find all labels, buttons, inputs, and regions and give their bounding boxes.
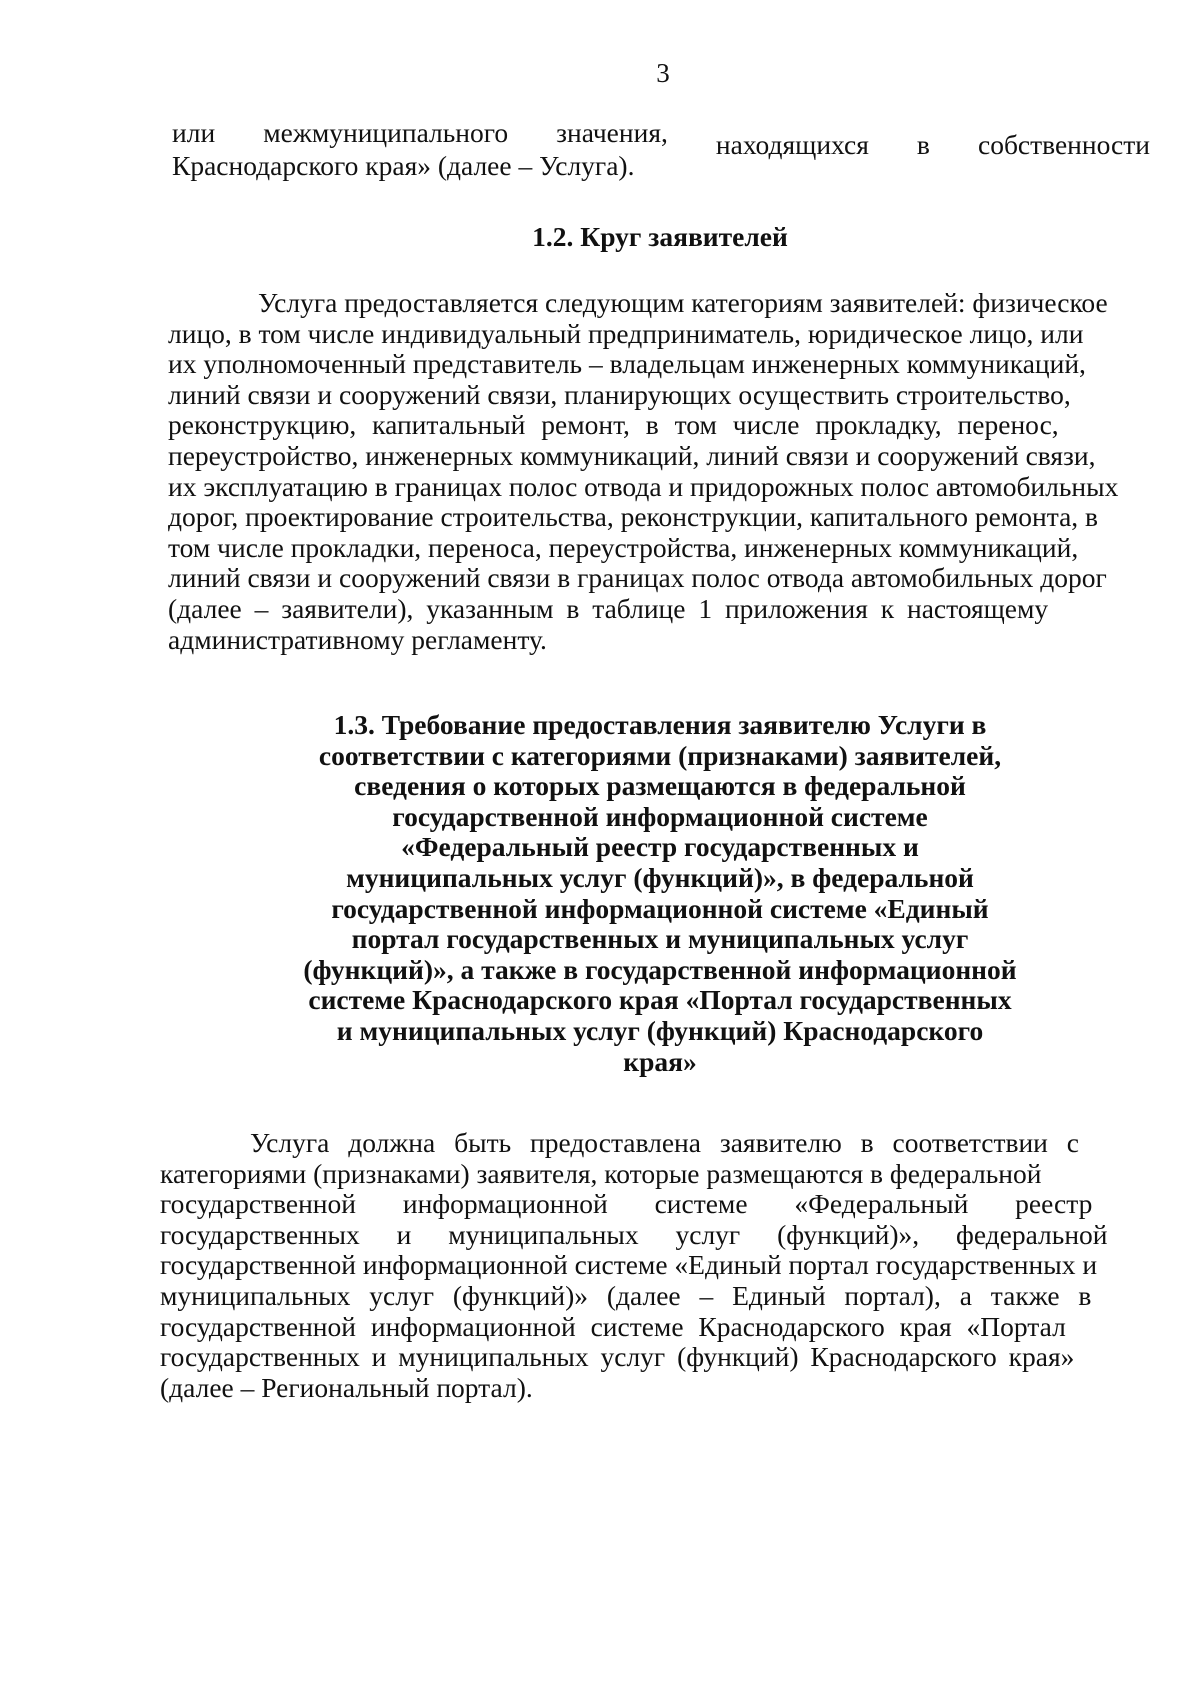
paragraph-line: реконструкцию, капитальный ремонт, в том числе прокладку, перенос,	[168, 409, 1059, 441]
paragraph-line: государственной информационной системе Краснодарского края «Портал	[160, 1310, 1066, 1342]
paragraph-line: Услуга предоставляется следующим категориям заявителей: физическое	[258, 287, 1108, 318]
intro-paragraph	[172, 118, 1150, 181]
paragraph-line: государственных и муниципальных услуг (функций) Краснодарского края»	[160, 1341, 1075, 1373]
paragraph-line: (далее – Региональный портал).	[160, 1371, 533, 1403]
intro-line-1: или межмуниципального значения, находящихся в собственности	[172, 117, 1150, 160]
paragraph-line: дорог, проектирование строительства, реконструкции, капитального ремонта, в	[168, 501, 1099, 533]
paragraph-line: категориями (признаками) заявителя, которые размещаются в федеральной	[160, 1157, 1042, 1189]
paragraph-line: том числе прокладки, переноса, переустройства, инженерных коммуникаций,	[168, 531, 1079, 563]
paragraph-line: Услуга должна быть предоставлена заявителю в соответствии с	[250, 1127, 1079, 1158]
paragraph-line: переустройство, инженерных коммуникаций, линий связи и сооружений связи,	[168, 439, 1096, 471]
paragraph-line: их уполномоченный представитель – владельцам инженерных коммуникаций,	[168, 348, 1086, 380]
paragraph-line: государственных и муниципальных услуг (функций)», федеральной	[160, 1218, 1108, 1250]
section-1-2-heading: 1.2. Круг заявителей	[532, 221, 788, 252]
paragraph-line: (далее – заявители), указанным в таблице 1 приложения к настоящему	[168, 592, 1049, 624]
paragraph-line: линий связи и сооружений связи в границах полос отвода автомобильных дорог	[168, 562, 1107, 594]
page-number: 3	[656, 58, 670, 88]
paragraph-line: лицо, в том числе индивидуальный предприниматель, юридическое лицо, или	[168, 317, 1084, 349]
paragraph-line: их эксплуатацию в границах полос отвода и придорожных полос автомобильных	[168, 470, 1119, 502]
paragraph-line: государственной информационной системе «Единый портал государственных и	[160, 1249, 1098, 1281]
paragraph-line: линий связи и сооружений связи, планирующих осуществить строительство,	[168, 378, 1071, 410]
intro-line-2: Краснодарского края» (далее – Услуга).	[172, 149, 635, 181]
paragraph-line: государственной информационной системе «Федеральный реестр	[160, 1188, 1093, 1220]
section-1-2-paragraph	[168, 288, 1150, 655]
paragraph-line: административному регламенту.	[168, 623, 547, 655]
paragraph-line: муниципальных услуг (функций)» (далее – Единый портал), а также в	[160, 1279, 1092, 1311]
section-1-3-heading: 1.3. Требование предоставления заявителю Услуги в соответствии с категориями (признаками) заявителей, сведения о которых размещаются в федеральной государственной информационной системе «Федеральный реестр государственных и муниципальных услуг (функций)», в федеральной государственной информационной системе «Единый портал государственных и муниципальных услуг (функций)», а также в государственной информационной системе Краснодарского края «Портал государственных и муниципальных услуг (функций) Краснодарского края»	[303, 709, 1017, 1077]
section-1-3-paragraph	[160, 1128, 1146, 1403]
